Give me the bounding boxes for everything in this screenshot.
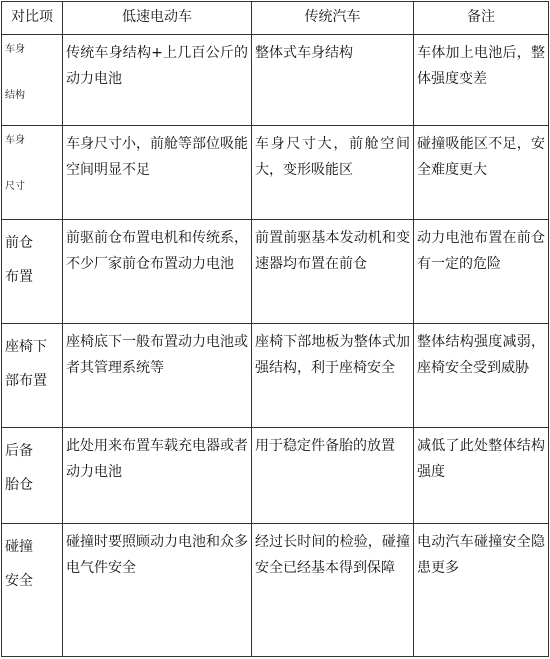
cell-low-speed-ev: 碰撞时要照顾动力电池和众多电气件安全 (63, 524, 252, 657)
header-note: 备注 (414, 2, 549, 35)
table-row (2, 35, 549, 126)
cell-traditional-car: 经过长时间的检验，碰撞安全已经基本得到保障 (252, 524, 414, 657)
table-row (2, 428, 549, 524)
row-item: 前仓 布置 (2, 220, 63, 324)
cell-note: 车体加上电池后，整体强度变差 (414, 35, 549, 126)
cell-low-speed-ev: 座椅底下一般布置动力电池或者其管理系统等 (63, 324, 252, 428)
cell-traditional-car: 座椅下部地板为整体式加强结构，利于座椅安全 (252, 324, 414, 428)
cell-traditional-car: 整体式车身结构 (252, 35, 414, 126)
row-item: 车身 尺寸 (2, 126, 63, 220)
table-row (2, 524, 549, 657)
cell-note: 动力电池布置在前仓有一定的危险 (414, 220, 549, 324)
cell-low-speed-ev: 此处用来布置车载充电器或者动力电池 (63, 428, 252, 524)
row-item: 碰撞 安全 (2, 524, 63, 657)
header-low-speed-ev: 低速电动车 (63, 2, 252, 35)
table-row (2, 220, 549, 324)
cell-note: 整体结构强度减弱，座椅安全受到威胁 (414, 324, 549, 428)
cell-low-speed-ev: 传统车身结构+上几百公斤的动力电池 (63, 35, 252, 126)
cell-low-speed-ev: 前驱前仓布置电机和传统系，不少厂家前仓布置动力电池 (63, 220, 252, 324)
row-item: 后备 胎仓 (2, 428, 63, 524)
comparison-table (1, 1, 549, 657)
row-item: 座椅下 部布置 (2, 324, 63, 428)
row-item: 车身 结构 (2, 35, 63, 126)
table-row (2, 324, 549, 428)
header-comparison-item: 对比项 (2, 2, 63, 35)
cell-note: 减低了此处整体结构强度 (414, 428, 549, 524)
cell-note: 碰撞吸能区不足，安全难度更大 (414, 126, 549, 220)
cell-low-speed-ev: 车身尺寸小，前舱等部位吸能空间明显不足 (63, 126, 252, 220)
table-row (2, 126, 549, 220)
cell-note: 电动汽车碰撞安全隐患更多 (414, 524, 549, 657)
table-header-row (2, 2, 549, 35)
header-traditional-car: 传统汽车 (252, 2, 414, 35)
cell-traditional-car: 前置前驱基本发动机和变速器均布置在前仓 (252, 220, 414, 324)
cell-traditional-car: 车身尺寸大，前舱空间大，变形吸能区 (252, 126, 414, 220)
cell-traditional-car: 用于稳定件备胎的放置 (252, 428, 414, 524)
